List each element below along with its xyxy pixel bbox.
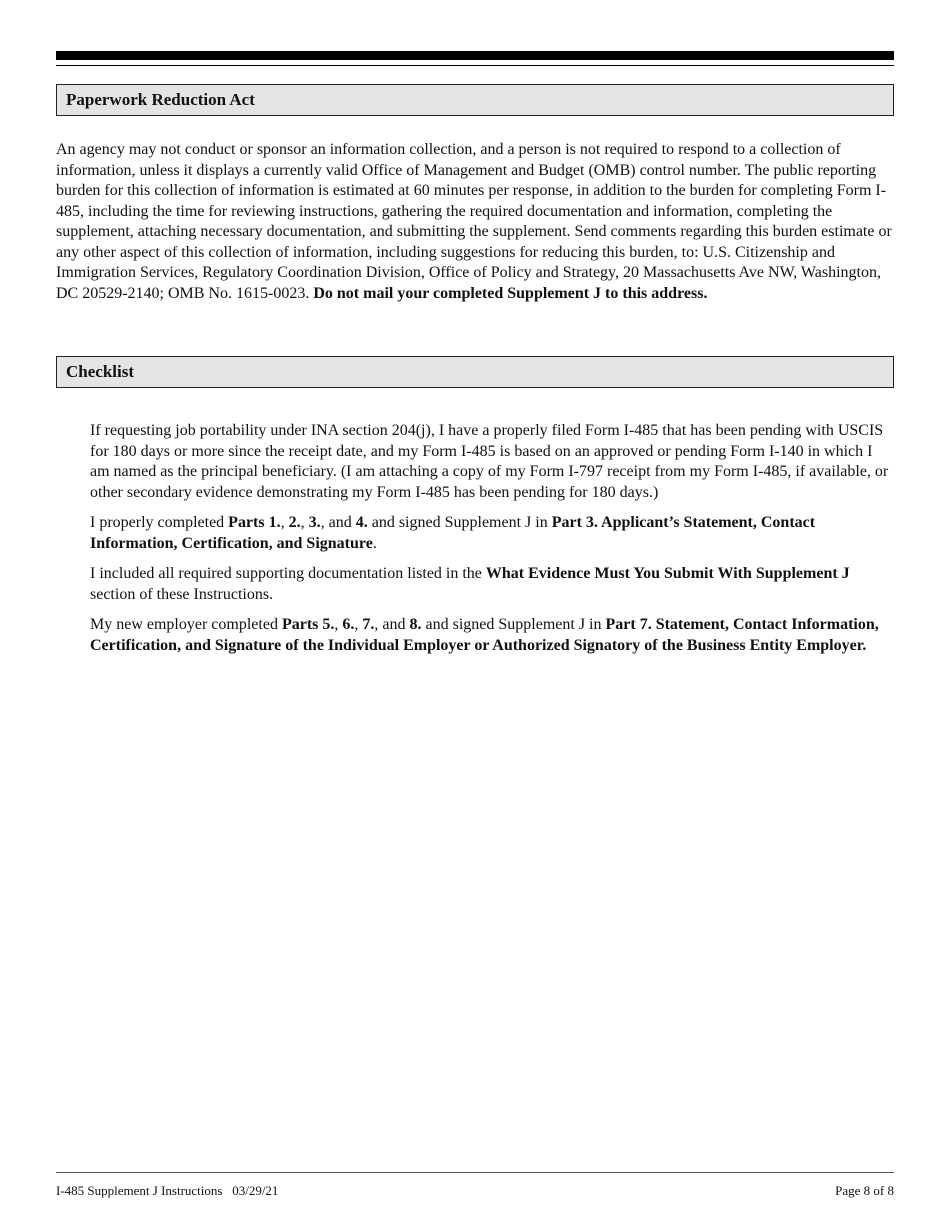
item-bold: 6.	[342, 616, 355, 633]
item-text: ,	[280, 514, 289, 531]
item-text: and signed Supplement J in	[367, 514, 552, 531]
item-text: .	[372, 534, 377, 552]
item-text: , and	[320, 514, 356, 531]
footer-rule	[56, 1172, 894, 1173]
item-text: I properly completed	[90, 514, 229, 531]
paperwork-body-bold-note: Do not mail your completed Supplement J to this address.	[313, 284, 708, 302]
checklist-item-applicant-parts	[90, 513, 890, 554]
item-text: ,	[334, 616, 343, 633]
top-rule-thick	[56, 51, 894, 60]
top-rule-thin	[56, 65, 894, 66]
section-header-paperwork-reduction-act	[56, 84, 894, 116]
item-bold: 2.	[288, 514, 301, 531]
checklist-item-employer-parts	[90, 615, 890, 656]
checklist-item-supporting-documentation	[90, 564, 890, 605]
item-bold: Parts 5.	[281, 616, 335, 633]
paperwork-body-text: An agency may not conduct or sponsor an information collection, and a person is not required to respond to a collection of information, unless it displays a currently valid Office of Management and Budget (OMB) control number. The public reporting burden for this collection of information is estimated at 60 minutes per response, in addition to the burden for completing Form I-485, including the time for reviewing instructions, gathering the required documentation and information, completing the supplement, attaching necessary documentation, and submitting the supplement. Send comments regarding this burden estimate or any other aspect of this collection of information, including suggestions for reducing this burden, to: U.S. Citizenship and Immigration Services, Regulatory Coordination Division, Office of Policy and Strategy, 20 Massachusetts Ave NW, Washington, DC 20529-2140; OMB No. 1615-0023.	[56, 141, 892, 302]
item-text: and signed Supplement J in	[421, 616, 606, 633]
item-text: ,	[300, 514, 309, 531]
item-text: , and	[374, 616, 410, 633]
item-bold: 8.	[409, 616, 422, 633]
item-text: ,	[354, 616, 363, 633]
item-text: section of these Instructions.	[90, 585, 274, 603]
paperwork-reduction-paragraph	[56, 140, 892, 304]
item-text: My new employer completed	[90, 616, 282, 633]
footer-form-id: I-485 Supplement J Instructions 03/29/21	[56, 1183, 279, 1198]
checklist-item-text: If requesting job portability under INA section 204(j), I have a properly filed Form I-485 that has been pending with USCIS for 180 days or more since the receipt date, and my Form I-485 is based on an approved or pending Form I-140 in which I am named as the principal beneficiary. (I am attaching a copy of my Form I-797 receipt from my Form I-485, if available, or other secondary evidence demonstrating my Form I-485 has been pending for 180 days.)	[90, 422, 889, 501]
item-text: I included all required supporting documentation listed in the	[90, 565, 486, 582]
checklist	[90, 421, 890, 666]
section-title: Paperwork Reduction Act	[66, 90, 255, 109]
item-bold: 4.	[355, 514, 368, 531]
footer-page-number: Page 8 of 8	[835, 1183, 894, 1198]
item-bold: 3.	[308, 514, 321, 531]
section-title: Checklist	[66, 362, 134, 381]
item-bold: What Evidence Must You Submit With Supplement J	[485, 565, 850, 582]
item-bold: 7.	[362, 616, 375, 633]
item-bold: Parts 1.	[228, 514, 281, 531]
checklist-item-job-portability	[90, 421, 890, 503]
section-header-checklist	[56, 356, 894, 388]
item-bold: Part 3. Applicant’s Statement, Contact Information, Certification, and Signature	[90, 514, 816, 552]
item-bold: Part 7. Statement, Contact Information, Certification, and Signature of the Individual Employer or Authorized Signatory of the Business Entity Employer.	[90, 616, 879, 654]
